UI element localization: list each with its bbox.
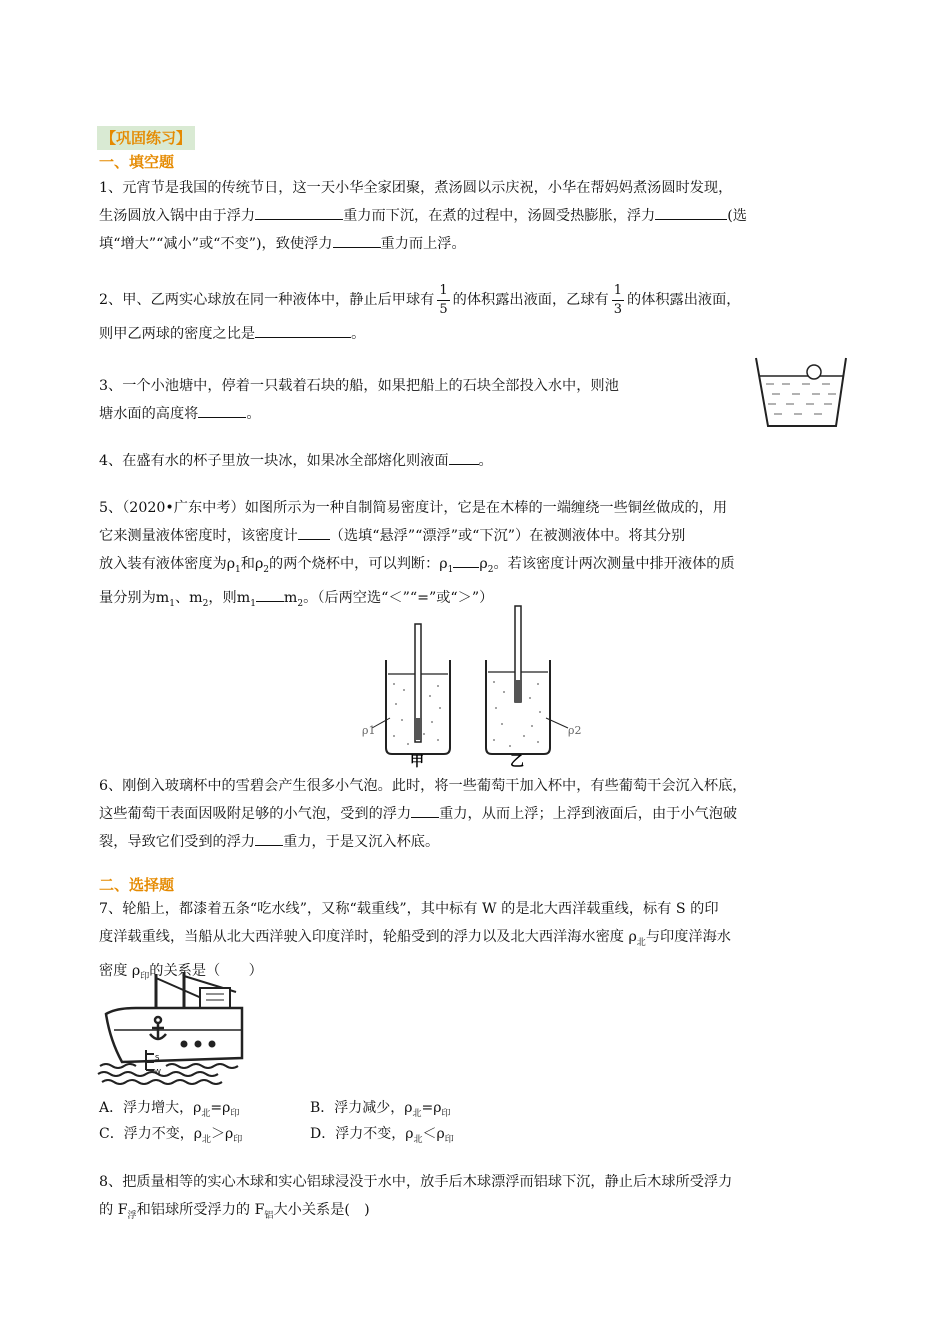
hydrometer-figure	[358, 600, 598, 770]
question-3	[99, 372, 739, 428]
q1-line1: 1、元宵节是我国的传统节日，这一天小华全家团聚，煮汤圆以示庆祝，小华在帮妈妈煮汤圆时发现，	[99, 180, 733, 196]
q5-blank-2[interactable]	[453, 550, 479, 568]
q7-line1: 7、轮船上，都漆着五条“吃水线”，又称“载重线”，其中标有 W 的是北大西洋载重线，标有 S 的印	[99, 901, 719, 917]
beaker-label-left: 甲	[410, 754, 424, 770]
question-2	[99, 280, 859, 348]
option-b[interactable]: B．浮力减少，$\rho_北=\rho_印$	[310, 1100, 451, 1119]
rho2-label: ρ2	[568, 724, 582, 737]
q5-line2: 它来测量液体密度时，该密度计 （选填“悬浮”“漂浮”或“下沉”）在被测液体中。将其分别	[99, 522, 859, 550]
q6-line2: 这些葡萄干表面因吸附足够的小气泡，受到的浮力 重力，从而上浮；上浮到液面后，由于小气泡破	[99, 800, 859, 828]
svg-text:S: S	[155, 1054, 160, 1062]
q7-line2: 度洋载重线，当船从北大西洋驶入印度洋时，轮船受到的浮力以及北大西洋海水密度 $\rho_北$与印度洋海水	[99, 929, 731, 948]
question-6	[99, 772, 859, 856]
q2-blank[interactable]	[255, 320, 351, 338]
q2-line2: 则甲乙两球的密度之比是 。	[99, 320, 859, 348]
q6-line1: 6、刚倒入玻璃杯中的雪碧会产生很多小气泡。此时，将一些葡萄干加入杯中，有些葡萄干会沉入杯底，	[99, 778, 747, 794]
fraction-one-third: $\frac{1}{3}$	[613, 282, 622, 317]
option-d[interactable]: D．浮力不变，$\rho_北<\rho_印$	[310, 1126, 454, 1145]
q4-blank[interactable]	[449, 447, 479, 465]
exercise-header: 【巩固练习】	[97, 126, 195, 150]
rho1-label: ρ1	[362, 724, 376, 737]
question-1	[99, 174, 859, 258]
q3-blank[interactable]	[198, 400, 246, 418]
q1-line3: 填“增大”“减小”或“不变”)，致使浮力 重力而上浮。	[99, 230, 859, 258]
q1-line2: 生汤圆放入锅中由于浮力 重力而下沉，在煮的过程中，汤圆受热膨胀，浮力 (选	[99, 202, 859, 230]
fraction-one-fifth: $\frac{1}{5}$	[439, 282, 448, 317]
q5-blank-1[interactable]	[298, 522, 330, 540]
ship-loadline-figure	[96, 970, 246, 1090]
q6-blank-2[interactable]	[255, 828, 283, 846]
q6-line3: 裂，导致它们受到的浮力 重力，于是又沉入杯底。	[99, 828, 859, 856]
q8-line2: 的 $F_浮$和铝球所受浮力的 $F_铝$大小关系是( )	[99, 1202, 370, 1221]
q1-blank-2[interactable]	[655, 202, 727, 220]
question-8	[99, 1168, 859, 1230]
pond-boat-figure	[752, 352, 850, 430]
q5-blank-3[interactable]	[256, 584, 284, 602]
q7-line3: 密度 $\rho_印$的关系是（ ）	[99, 962, 263, 982]
q3-line1: 3、一个小池塘中，停着一只载着石块的船，如果把船上的石块全部投入水中，则池	[99, 378, 619, 394]
q1-blank-3[interactable]	[333, 230, 381, 248]
option-a[interactable]: A．浮力增大，$\rho_北=\rho_印$	[99, 1100, 240, 1119]
q6-blank-1[interactable]	[411, 800, 439, 818]
q5-line4: 量分别为$m_1$、$m_2$，则$m_1$ $m_2$。（后两空选“＜”“=”或“＞”）	[99, 584, 859, 618]
q4-line1: 4、在盛有水的杯子里放一块冰，如果冰全部熔化则液面 。	[99, 447, 859, 475]
q5-line3: 放入装有液体密度为$\rho_1$和$\rho_2$的两个烧杯中，可以判断：$\rho_1$ $\rho_2$。若该密度计两次测量中排开液体的质	[99, 550, 859, 584]
question-4	[99, 447, 859, 475]
q2-line1: 2、甲、乙两实心球放在同一种液体中，静止后甲球有 $\frac{1}{5}$ 的体积露出液面，乙球有 $\frac{1}{3}$ 的体积露出液面，	[99, 282, 741, 317]
option-c[interactable]: C．浮力不变，$\rho_北>\rho_印$	[99, 1126, 243, 1145]
q8-line1: 8、把质量相等的实心木球和实心铝球浸没于水中，放手后木球漂浮而铝球下沉，静止后木球所受浮力	[99, 1174, 733, 1190]
section-choice-title: 二、选择题	[99, 876, 175, 894]
q1-blank-1[interactable]	[255, 202, 343, 220]
beaker-label-right: 乙	[510, 754, 524, 770]
svg-text:W: W	[154, 1068, 161, 1076]
q3-line2: 塘水面的高度将 。	[99, 400, 739, 428]
section-fill-title: 一、填空题	[99, 153, 175, 171]
q5-line1: 5、（2020•广东中考）如图所示为一种自制简易密度计，它是在木棒的一端缠绕一些铜丝做成的，用	[99, 500, 728, 516]
